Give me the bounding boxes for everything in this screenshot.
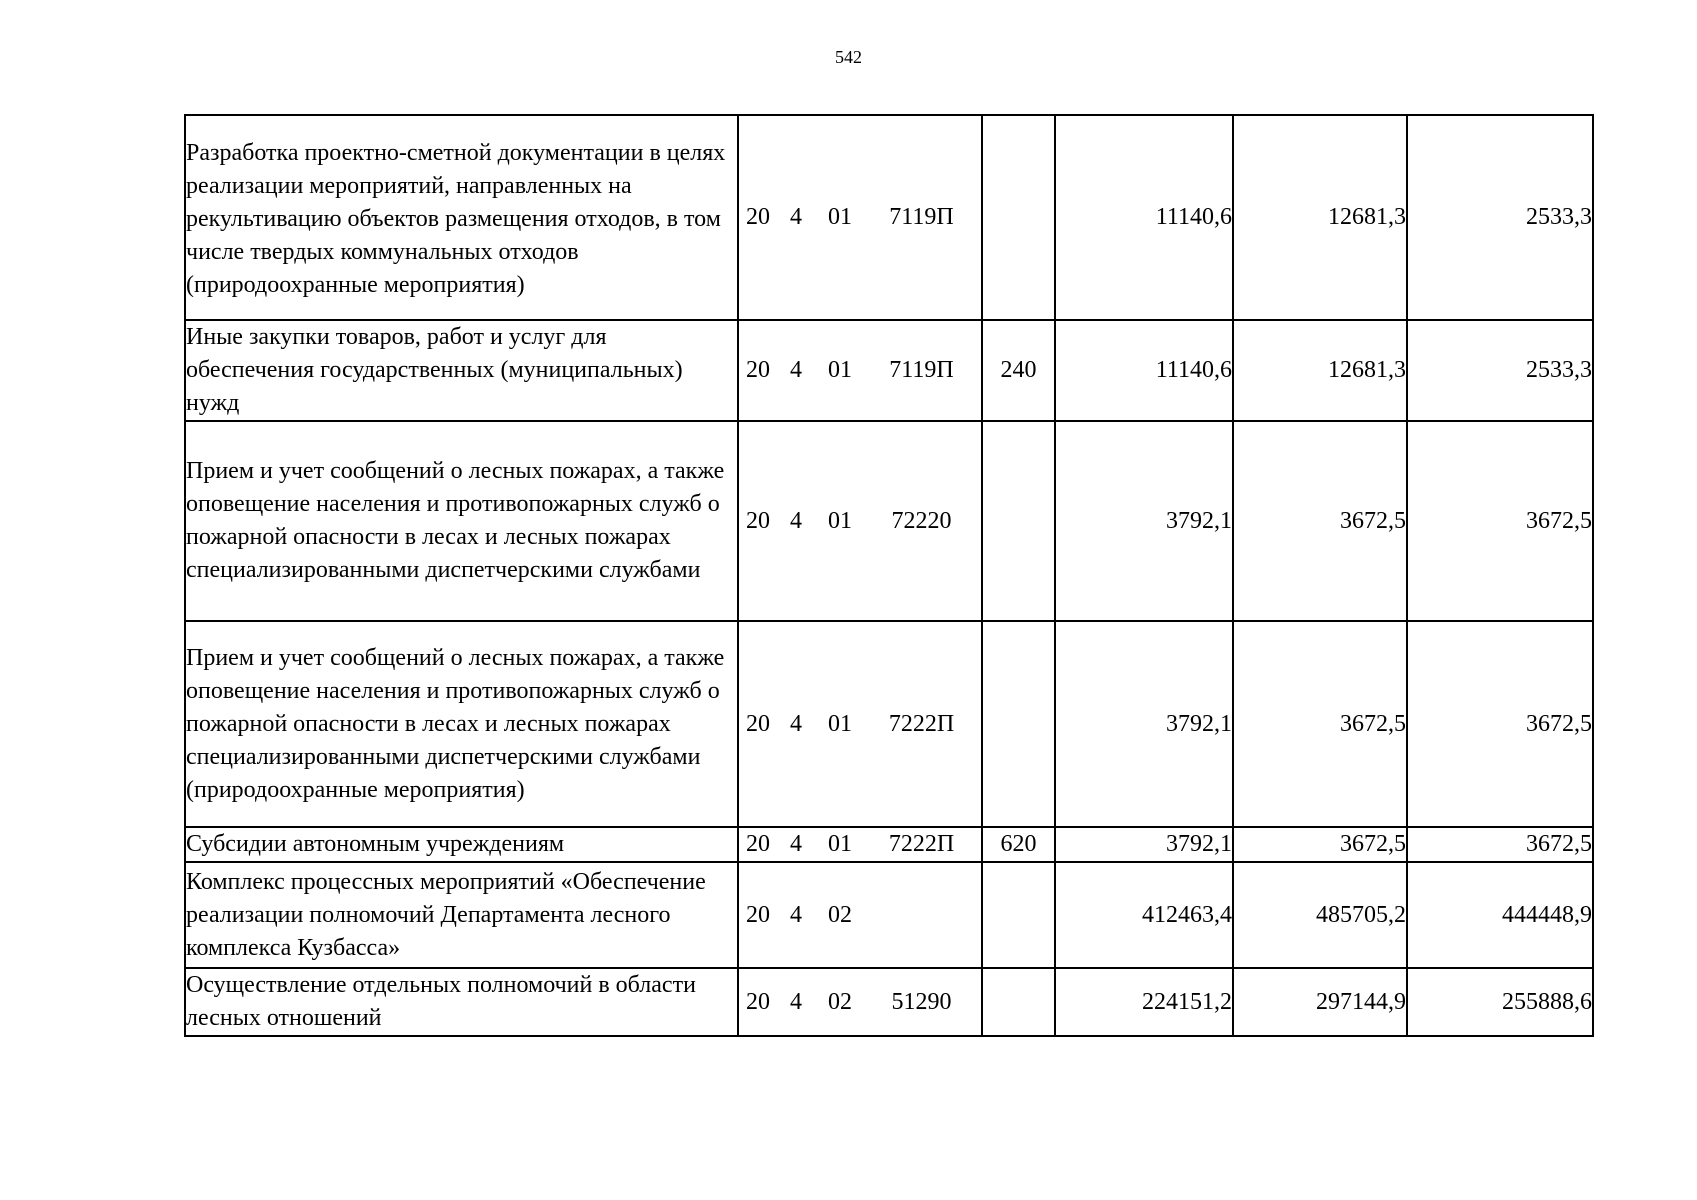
table-row xyxy=(185,421,1593,621)
table-row xyxy=(185,115,1593,320)
row-name: Прием и учет сообщений о лесных пожарах, а также оповещение населения и противопожарных служб о пожарной опасности в лесах и лесных пожарах специализированными диспетчерскими службами (природоохранные мероприятия) xyxy=(185,621,738,827)
subprogram-code: 4 xyxy=(790,507,802,534)
program-code: 20 xyxy=(746,988,770,1015)
amount-year-3: 3672,5 xyxy=(1407,421,1593,621)
program-code: 20 xyxy=(746,901,770,928)
amount-year-3: 2533,3 xyxy=(1407,320,1593,421)
amount-year-1: 3792,1 xyxy=(1055,421,1233,621)
amount-year-2: 12681,3 xyxy=(1233,115,1407,320)
row-codes xyxy=(738,862,982,968)
direction-code: 72220 xyxy=(891,507,952,534)
program-code: 20 xyxy=(746,710,770,737)
direction-code: 7119П xyxy=(889,204,954,230)
amount-year-3: 255888,6 xyxy=(1407,968,1593,1036)
amount-year-2: 3672,5 xyxy=(1233,827,1407,862)
direction-code: 7222П xyxy=(888,710,955,737)
row-name: Разработка проектно-сметной документации в целях реализации мероприятий, направленных на рекультивацию объектов размещения отходов, в том числе твердых коммунальных отходов (природоохранные мероприятия) xyxy=(185,115,738,320)
expense-type xyxy=(982,862,1055,968)
group-code: 01 xyxy=(828,357,852,383)
group-code: 01 xyxy=(828,710,852,737)
amount-year-2: 297144,9 xyxy=(1233,968,1407,1036)
amount-year-2: 485705,2 xyxy=(1233,862,1407,968)
subprogram-code: 4 xyxy=(790,988,802,1015)
table-row xyxy=(185,968,1593,1036)
subprogram-code: 4 xyxy=(790,357,802,383)
program-code: 20 xyxy=(746,507,770,534)
group-code: 01 xyxy=(828,204,852,230)
row-name: Иные закупки товаров, работ и услуг для обеспечения государственных (муниципальных) нужд xyxy=(185,320,738,421)
subprogram-code: 4 xyxy=(790,901,802,928)
table-row xyxy=(185,320,1593,421)
amount-year-2: 3672,5 xyxy=(1233,421,1407,621)
amount-year-1: 3792,1 xyxy=(1055,827,1233,862)
subprogram-code: 4 xyxy=(790,204,802,230)
expense-type: 240 xyxy=(982,320,1055,421)
group-code: 02 xyxy=(828,988,852,1015)
amount-year-3: 3672,5 xyxy=(1407,621,1593,827)
row-name: Субсидии автономным учреждениям xyxy=(185,827,738,862)
row-name: Осуществление отдельных полномочий в области лесных отношений xyxy=(185,968,738,1036)
amount-year-2: 12681,3 xyxy=(1233,320,1407,421)
page-number: 542 xyxy=(835,47,862,67)
table-row xyxy=(185,862,1593,968)
expense-type: 620 xyxy=(982,827,1055,862)
row-codes xyxy=(738,115,982,320)
row-codes xyxy=(738,968,982,1036)
amount-year-1: 11140,6 xyxy=(1055,115,1233,320)
program-code: 20 xyxy=(746,204,770,230)
direction-code: 51290 xyxy=(891,988,952,1015)
table-row xyxy=(185,827,1593,862)
amount-year-1: 412463,4 xyxy=(1055,862,1233,968)
amount-year-1: 224151,2 xyxy=(1055,968,1233,1036)
row-codes xyxy=(738,320,982,421)
expense-type xyxy=(982,968,1055,1036)
amount-year-3: 2533,3 xyxy=(1407,115,1593,320)
program-code: 20 xyxy=(746,357,770,383)
amount-year-1: 11140,6 xyxy=(1055,320,1233,421)
amount-year-1: 3792,1 xyxy=(1055,621,1233,827)
subprogram-code: 4 xyxy=(790,831,802,857)
row-name: Комплекс процессных мероприятий «Обеспечение реализации полномочий Департамента лесного комплекса Кузбасса» xyxy=(185,862,738,968)
table-row xyxy=(185,621,1593,827)
row-codes xyxy=(738,621,982,827)
group-code: 01 xyxy=(828,831,852,857)
expense-type xyxy=(982,421,1055,621)
direction-code: 7119П xyxy=(889,357,954,383)
row-name: Прием и учет сообщений о лесных пожарах, а также оповещение населения и противопожарных служб о пожарной опасности в лесах и лесных пожарах специализированными диспетчерскими службами xyxy=(185,421,738,621)
group-code: 02 xyxy=(828,901,852,928)
program-code: 20 xyxy=(746,831,770,857)
amount-year-3: 3672,5 xyxy=(1407,827,1593,862)
amount-year-3: 444448,9 xyxy=(1407,862,1593,968)
amount-year-2: 3672,5 xyxy=(1233,621,1407,827)
row-codes xyxy=(738,421,982,621)
subprogram-code: 4 xyxy=(790,710,802,737)
expense-type xyxy=(982,115,1055,320)
group-code: 01 xyxy=(828,507,852,534)
direction-code: 7222П xyxy=(888,831,955,857)
row-codes xyxy=(738,827,982,862)
budget-table xyxy=(184,114,1594,1037)
expense-type xyxy=(982,621,1055,827)
